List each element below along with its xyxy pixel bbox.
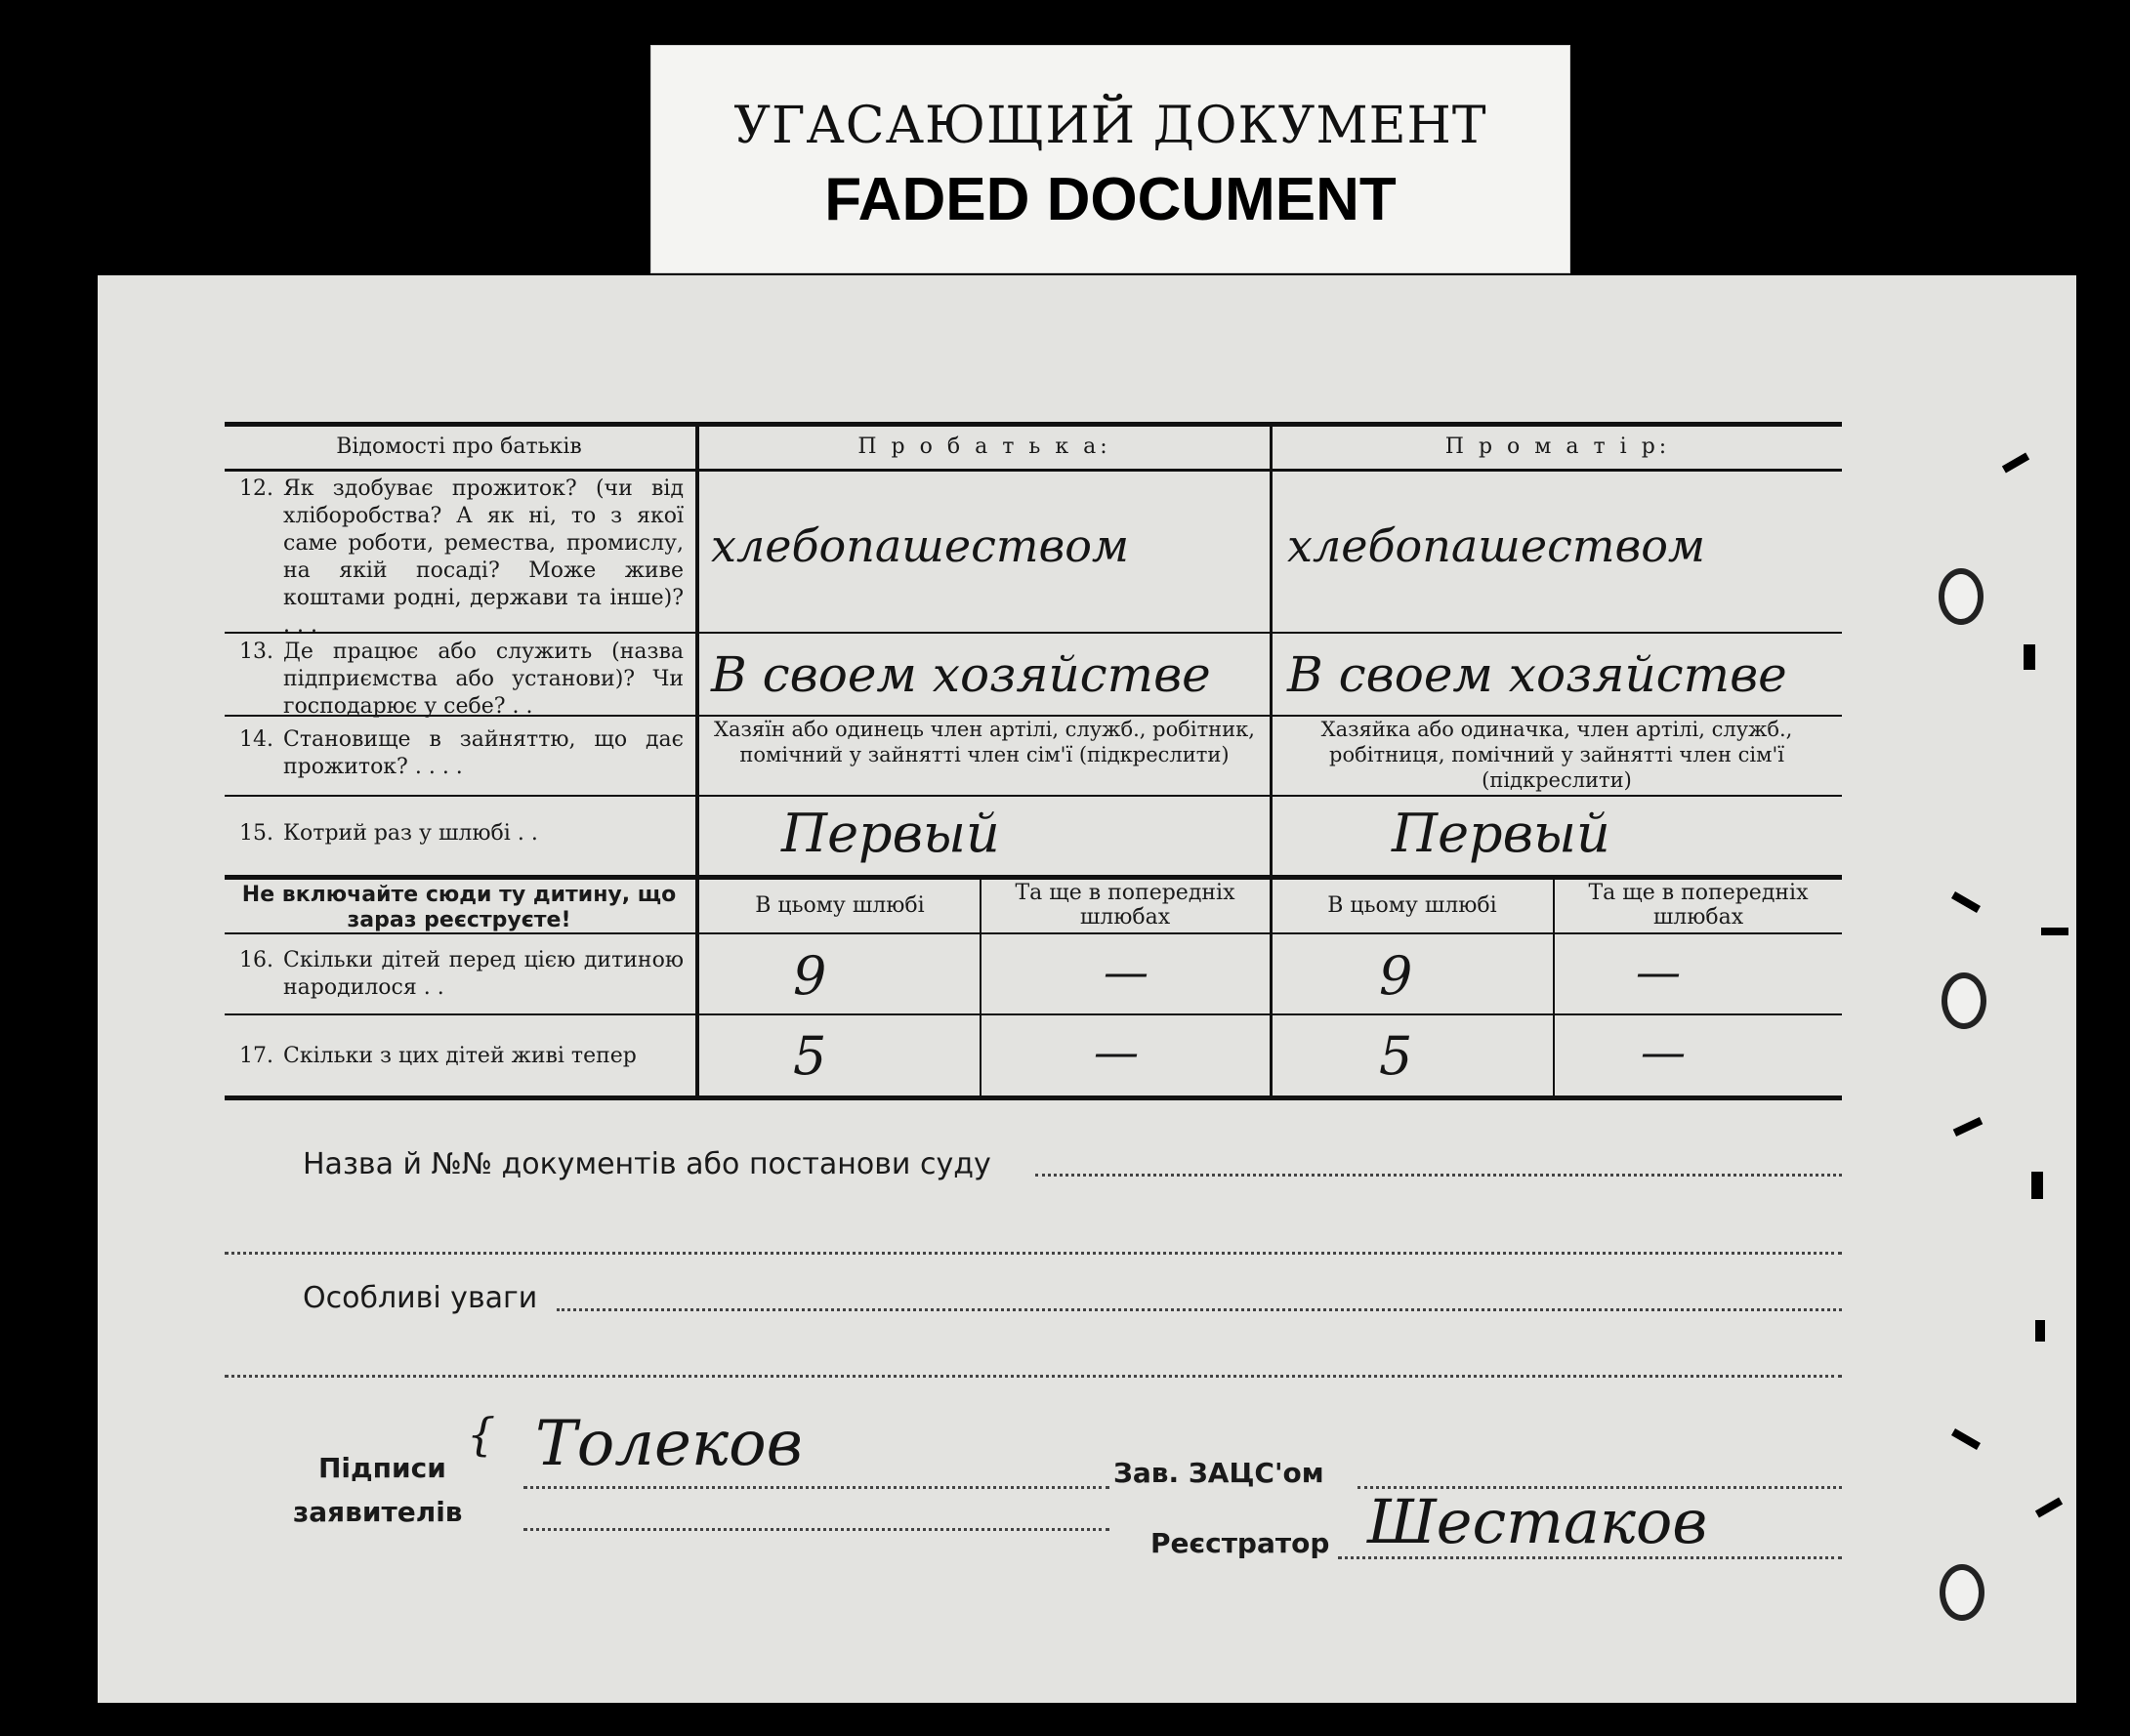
row17-text: Скільки з цих дітей живі тепер <box>283 1044 637 1068</box>
row16-question <box>225 947 684 1002</box>
documents-label: Назва й №№ документів або постанови суду <box>303 1147 991 1181</box>
col-divider-father-sub <box>980 878 981 1097</box>
binding-hole <box>1939 568 1984 625</box>
row16-mother-this: 9 <box>1379 945 1413 1007</box>
header-parents-info: Відомості про батьків <box>336 434 582 459</box>
col-divider-2 <box>1270 422 1273 1097</box>
signatures-label-line2: заявителів <box>293 1496 463 1528</box>
row17-father-this: 5 <box>793 1025 827 1087</box>
row17-mother-prev: — <box>1641 1025 1686 1078</box>
row15-number: 15. <box>239 821 273 846</box>
mother-this-marriage-header: В цьому шлюбі <box>1327 893 1497 918</box>
head-label: Зав. ЗАЦС'ом <box>1113 1457 1324 1489</box>
row12-father-answer: хлебопашеством <box>711 519 1130 572</box>
row12-question <box>225 475 684 640</box>
row14-text: Становище в зайняттю, що дає прожиток? . . . . <box>283 727 684 779</box>
brace-mark: { <box>467 1408 496 1461</box>
table-top-rule <box>225 422 1842 427</box>
applicant-signature-line-2 <box>523 1528 1109 1531</box>
applicant-signature: Толеков <box>535 1408 803 1480</box>
label-english: FADED DOCUMENT <box>824 166 1397 233</box>
faded-document-label <box>650 45 1570 273</box>
row12-number: 12. <box>239 476 273 501</box>
row16-mother-prev: — <box>1636 945 1681 998</box>
row13-text: Де працює або служить (назва підприємства або установи)? Чи господарює у себе? . . <box>283 640 684 719</box>
registrar-label: Реєстратор <box>1150 1527 1330 1559</box>
row16-bottom-rule <box>225 1013 1842 1015</box>
edge-tear <box>2041 928 2068 935</box>
row15-mother-answer: Первый <box>1392 803 1610 864</box>
notes-line <box>557 1308 1842 1311</box>
signatures-label-line1: Підписи <box>318 1452 446 1484</box>
binding-hole <box>1942 972 1986 1029</box>
father-this-marriage-header: В цьому шлюбі <box>755 893 925 918</box>
binding-hole <box>1940 1564 1984 1621</box>
applicant-signature-line-1 <box>523 1486 1109 1489</box>
subheader-note: Не включайте сюди ту дитину, що зараз реєструєте! <box>241 883 677 932</box>
row17-number: 17. <box>239 1044 273 1068</box>
documents-line <box>1035 1174 1842 1177</box>
row14-number: 14. <box>239 727 273 752</box>
registrar-signature: Шестаков <box>1367 1486 1708 1557</box>
edge-tear <box>2035 1320 2045 1342</box>
row17-father-prev: — <box>1094 1025 1139 1078</box>
col-divider-1 <box>695 422 699 1097</box>
header-mother: П р о м а т і р: <box>1444 434 1671 459</box>
notes-line-2 <box>225 1375 1842 1378</box>
row15-text: Котрий раз у шлюбі . . <box>283 821 538 846</box>
row17-mother-this: 5 <box>1379 1025 1413 1087</box>
header-bottom-rule <box>225 469 1842 472</box>
row15-father-answer: Первый <box>781 803 1000 864</box>
row14-mother-options: Хазяйка або одиначка, член артілі, служб., робітниця, помічний у зайнятті член сім'ї (підкреслити) <box>1320 718 1793 792</box>
edge-tear <box>2031 1172 2043 1199</box>
document-sheet <box>98 275 2076 1703</box>
row15-bottom-rule <box>225 875 1842 880</box>
notes-label: Особливі уваги <box>303 1281 538 1315</box>
row16-text: Скільки дітей перед цією дитиною народилося . . <box>283 948 684 1000</box>
row12-text: Як здобуває прожиток? (чи від хліборобства? А як ні, то з якої саме роботи, ремества, промислу, на якій посаді? Може живе коштами родні, держави та інше)? . . . <box>283 476 684 638</box>
row15-question <box>225 820 684 847</box>
row16-number: 16. <box>239 948 273 972</box>
label-russian: УГАСАЮЩИЙ ДОКУМЕНТ <box>733 97 1487 155</box>
mother-prev-marriages-header: Та ще в попередніх шлюбах <box>1588 881 1809 930</box>
table-bottom-rule <box>225 1095 1842 1100</box>
row13-father-answer: В своем хозяйстве <box>711 646 1211 703</box>
row16-father-prev: — <box>1104 945 1149 998</box>
row13-question <box>225 639 684 721</box>
edge-tear <box>2024 644 2035 670</box>
row14-bottom-rule <box>225 795 1842 797</box>
row14-father-options: Хазяїн або одинець член артілі, служб., робітник, помічний у зайнятті член сім'ї (підкреслити) <box>714 718 1255 766</box>
documents-line-2 <box>225 1252 1842 1255</box>
row13-mother-answer: В своем хозяйстве <box>1287 646 1787 703</box>
header-father: П р о б а т ь к а: <box>857 434 1111 459</box>
row13-number: 13. <box>239 640 273 664</box>
row12-mother-answer: хлебопашеством <box>1287 519 1706 572</box>
row17-question <box>225 1043 684 1070</box>
row16-father-this: 9 <box>793 945 827 1007</box>
col-divider-mother-sub <box>1553 878 1555 1097</box>
registrar-signature-line <box>1338 1556 1842 1559</box>
row14-question <box>225 726 684 781</box>
father-prev-marriages-header: Та ще в попередніх шлюбах <box>1015 881 1235 930</box>
